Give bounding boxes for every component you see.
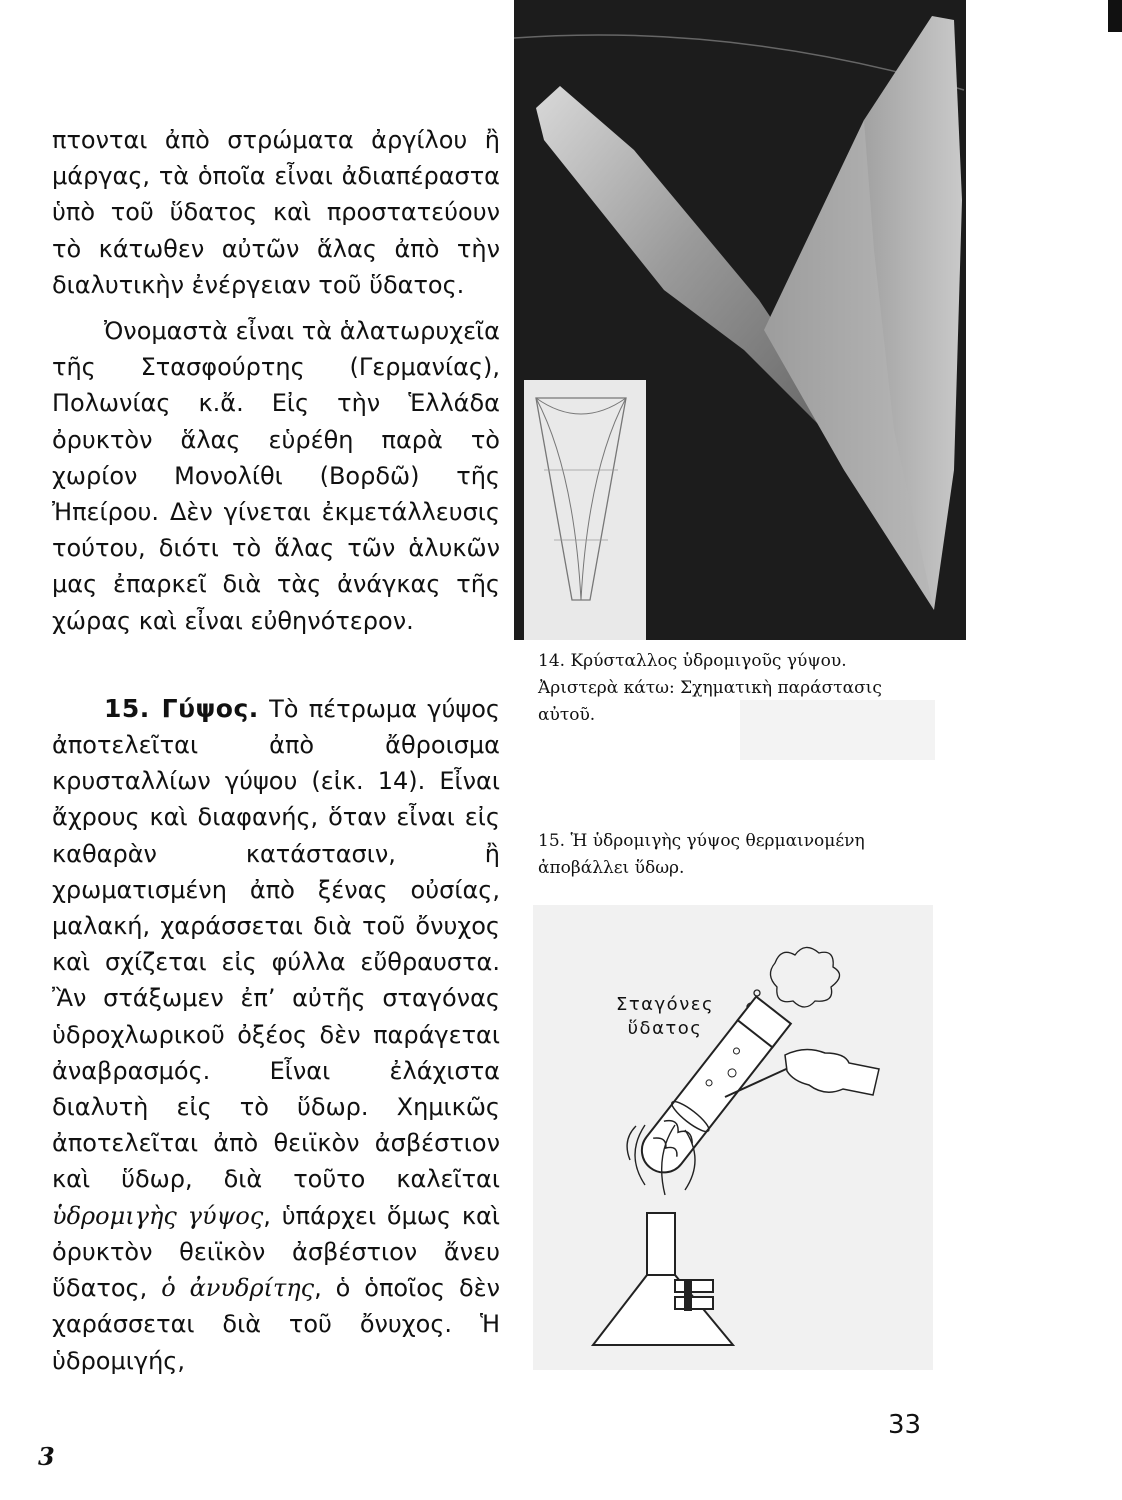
section-text-part-3: , ὁ ὁποῖος δὲν χαράσσεται διὰ τοῦ ὄνυχος. Ἡ ὑδρομιγής, <box>52 1274 501 1375</box>
figure-15-caption: 15. Ἡ ὑδρομιγὴς γύψος θερμαινομένη ἀποβάλλει ὕδωρ. <box>538 831 865 878</box>
water-drops-label <box>615 993 715 1041</box>
term-hydrous-gypsum: ὑδρομιγὴς γύψος <box>52 1201 264 1230</box>
schematic-inset <box>524 380 646 640</box>
section-text-part-1: Τὸ πέτρωμα γύψος ἀποτελεῖται ἀπὸ ἄθροισμα κρυσταλλίων γύψου (εἰκ. 14). Εἶναι ἄχρους καὶ διαφανής, ὅταν εἶναι εἰς καθαρὰν κατάστασιν, ἢ χρωματισμένη ἀπὸ ξένας οὐσίας, μαλακή, χαράσσεται διὰ τοῦ ὄνυχος καὶ σχίζεται εἰς φύλλα εὔθραυστα. Ἂν στάξωμεν ἐπ’ αὐτῆς σταγόνας ὑδροχλωρικοῦ ὀξέος δὲν παράγεται ἀναβρασμός. Εἶναι ἐλάχιστα διαλυτὴ εἰς τὸ ὕδωρ. Χημικῶς ἀποτελεῖται ἀπὸ θειϊκὸν ἀσβέστιον καὶ ὕδωρ, διὰ τοῦτο καλεῖται <box>52 694 500 1194</box>
paragraph-salt-layers: πτονται ἀπὸ στρώματα ἀργίλου ἢ μάργας, τὰ ὁποῖα εἶναι ἀδιαπέραστα ὑπὸ τοῦ ὕδατος καὶ προστατεύουν τὸ κάτωθεν αὐτῶν ἅλας ἀπὸ τὴν διαλυτικὴν ἐνέργειαν τοῦ ὕδατος. <box>52 126 500 299</box>
scan-edge-mark <box>1108 0 1122 32</box>
section-gypsum <box>52 691 500 1379</box>
section-text-part-2: , ὑπάρχει ὅμως καὶ ὀρυκτὸν θειϊκὸν ἀσβέστιον ἄνευ ὕδατος, <box>52 1201 500 1303</box>
bunsen-burner <box>593 1213 733 1345</box>
hand <box>785 1049 879 1095</box>
water-drops-label-line1: Σταγόνες <box>615 994 715 1015</box>
main-text-column <box>52 122 500 1379</box>
paragraph-salt-mines: Ὀνομαστὰ εἶναι τὰ ἁλατωρυχεῖα τῆς Στασφούρτης (Γερμανίας), Πολωνίας κ.ἄ. Εἰς τὴν Ἑλλάδα ὀρυκτὸν ἅλας εὑρέθη παρὰ τὸ χωρίον Μονολίθι (Βορδῶ) τῆς Ἠπείρου. Δὲν γίνεται ἐκμετάλλευσις τούτου, διότι τὸ ἅλας τῶν ἁλυκῶν μας ἐπαρκεῖ διὰ τὰς ἀνάγκας τῆς χώρας καὶ εἶναι εὐθηνότερον. <box>52 317 500 635</box>
signature-mark: 3 <box>38 1442 55 1471</box>
gypsum-crystal-photo <box>514 0 966 640</box>
show-through-patch <box>740 700 935 760</box>
section-heading-gypsum: 15. Γύψος. <box>104 693 259 723</box>
figure-14-caption-line1: 14. Κρύσταλλος ὑδρομιγοῦς γύψου. <box>538 651 847 671</box>
figure-14-caption-line2: Ἀριστερὰ κάτω: Σχηματικὴ παράστασις αὐτοῦ. <box>538 678 882 725</box>
water-drops-label-line2: ὕδατος <box>627 1018 703 1039</box>
page-number: 33 <box>888 1410 922 1440</box>
term-anhydrite: ὁ ἀνυδρίτης <box>161 1274 315 1303</box>
